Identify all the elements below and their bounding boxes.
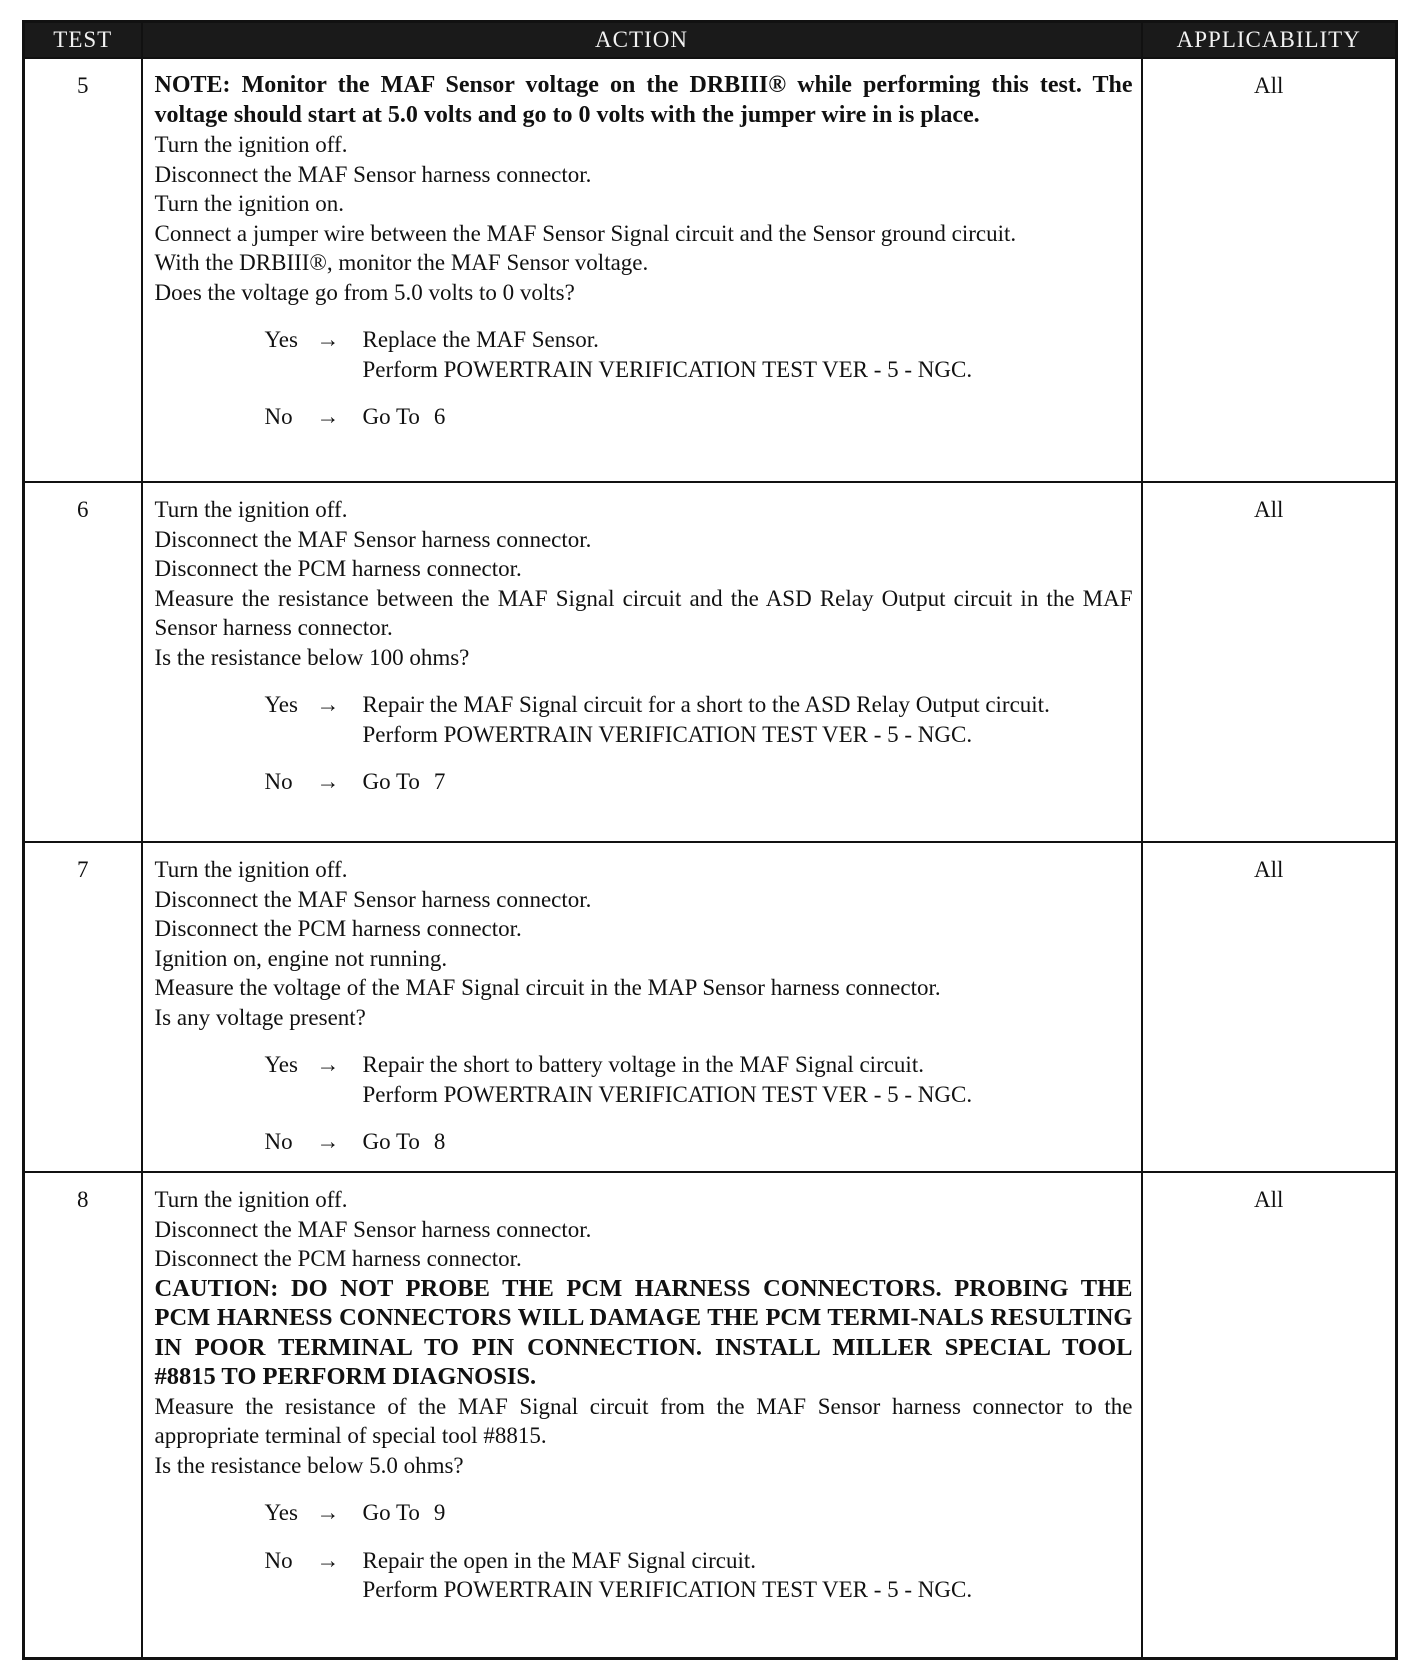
yes-result bbox=[363, 1050, 1133, 1109]
arrow-icon: → bbox=[316, 1500, 340, 1525]
yes-label: Yes bbox=[264, 327, 298, 352]
test-number: 8 bbox=[24, 1172, 142, 1659]
applicability-value: All bbox=[1142, 482, 1397, 842]
yes-outcome bbox=[265, 1050, 1133, 1109]
applicability-value: All bbox=[1142, 842, 1397, 1172]
result-line: Repair the short to battery voltage in the MAF Signal circuit. bbox=[362, 1052, 924, 1077]
yes-result bbox=[363, 1498, 1133, 1528]
no-label: No bbox=[264, 769, 293, 794]
no-result bbox=[363, 402, 1133, 432]
step-text: Turn the ignition off. bbox=[154, 497, 348, 522]
step-text: Turn the ignition off. bbox=[154, 1187, 348, 1212]
no-outcome bbox=[265, 402, 1133, 432]
step-text: Disconnect the MAF Sensor harness connector. bbox=[154, 886, 592, 912]
step-text: Disconnect the PCM harness connector. bbox=[154, 556, 522, 581]
arrow-icon: → bbox=[316, 1129, 340, 1154]
step-text: Turn the ignition off. bbox=[154, 132, 348, 157]
action-cell bbox=[142, 482, 1142, 842]
action-cell bbox=[142, 842, 1142, 1172]
step-text: Disconnect the PCM harness connector. bbox=[154, 1246, 522, 1271]
note-text: NOTE: Monitor the MAF Sensor voltage on the DRBIII® while performing this test. The voltage should start at 5.0 volts and go to 0 volts with the jumper wire in is place. bbox=[154, 72, 1133, 128]
test-number: 7 bbox=[24, 842, 142, 1172]
action-cell bbox=[142, 58, 1142, 482]
arrow-icon: → bbox=[316, 404, 340, 429]
yes-outcome bbox=[265, 690, 1133, 749]
step-text: Ignition on, engine not running. bbox=[154, 945, 448, 971]
goto-text: Go To bbox=[362, 1500, 420, 1525]
arrow-icon: → bbox=[316, 1547, 340, 1573]
question-text: Is the resistance below 100 ohms? bbox=[154, 644, 470, 670]
header-test: TEST bbox=[24, 22, 142, 59]
step-text: Connect a jumper wire between the MAF Sensor Signal circuit and the Sensor ground circuit. bbox=[154, 220, 1017, 246]
step-text: Disconnect the MAF Sensor harness connector. bbox=[154, 526, 592, 552]
yes-outcome bbox=[265, 1498, 1133, 1528]
yes-label: Yes bbox=[264, 1500, 298, 1525]
question-text: Is the resistance below 5.0 ohms? bbox=[154, 1452, 464, 1478]
no-label: No bbox=[264, 1129, 293, 1154]
applicability-value: All bbox=[1142, 1172, 1397, 1659]
result-line: Replace the MAF Sensor. bbox=[362, 327, 599, 352]
test-number: 5 bbox=[24, 58, 142, 482]
goto-number: 8 bbox=[433, 1129, 446, 1154]
yes-outcome bbox=[265, 325, 1133, 384]
header-action: ACTION bbox=[142, 22, 1142, 59]
yes-result bbox=[363, 690, 1133, 749]
no-label: No bbox=[264, 404, 293, 429]
step-text: Turn the ignition on. bbox=[154, 191, 345, 216]
step-text: Turn the ignition off. bbox=[154, 857, 348, 882]
test-row-5 bbox=[24, 58, 1397, 482]
test-number: 6 bbox=[24, 482, 142, 842]
diagnostic-test-table bbox=[22, 20, 1398, 1660]
goto-text: Go To bbox=[362, 769, 420, 794]
step-text: Disconnect the MAF Sensor harness connector. bbox=[154, 161, 592, 187]
goto-number: 7 bbox=[433, 769, 446, 794]
goto-text: Go To bbox=[362, 404, 420, 429]
step-text: Disconnect the MAF Sensor harness connector. bbox=[154, 1216, 592, 1242]
goto-text: Go To bbox=[362, 1129, 420, 1154]
action-cell bbox=[142, 1172, 1142, 1659]
step-text: Measure the resistance between the MAF Signal circuit and the ASD Relay Output circuit in the MAF Sensor harness connector. bbox=[154, 585, 1133, 640]
yes-label: Yes bbox=[264, 1052, 298, 1077]
no-result bbox=[363, 1127, 1133, 1157]
caution-text: CAUTION: DO NOT PROBE THE PCM HARNESS CONNECTORS. PROBING THE PCM HARNESS CONNECTORS WILL DAMAGE THE PCM TERMI-NALS RESULTING IN POOR TERMINAL TO PIN CONNECTION. INSTALL MILLER SPECIAL TOOL #8815 TO PERFORM DIAGNOSIS. bbox=[154, 1274, 1133, 1390]
result-line: Perform POWERTRAIN VERIFICATION TEST VER - 5 - NGC. bbox=[362, 356, 973, 382]
no-result bbox=[363, 1546, 1133, 1605]
no-outcome bbox=[265, 767, 1133, 797]
step-text: Disconnect the PCM harness connector. bbox=[154, 916, 522, 941]
result-line: Perform POWERTRAIN VERIFICATION TEST VER - 5 - NGC. bbox=[362, 1081, 973, 1107]
step-text: Measure the voltage of the MAF Signal circuit in the MAP Sensor harness connector. bbox=[154, 975, 941, 1000]
test-row-8 bbox=[24, 1172, 1397, 1659]
step-text: Measure the resistance of the MAF Signal circuit from the MAF Sensor harness connector to the appropriate terminal of special tool #8815. bbox=[154, 1393, 1133, 1448]
test-row-6 bbox=[24, 482, 1397, 842]
yes-result bbox=[363, 325, 1133, 384]
test-row-7 bbox=[24, 842, 1397, 1172]
no-outcome bbox=[265, 1546, 1133, 1605]
question-text: Is any voltage present? bbox=[154, 1004, 366, 1030]
no-label: No bbox=[264, 1547, 293, 1573]
arrow-icon: → bbox=[316, 692, 340, 717]
header-row bbox=[24, 22, 1397, 59]
no-result bbox=[363, 767, 1133, 797]
result-line: Perform POWERTRAIN VERIFICATION TEST VER - 5 - NGC. bbox=[362, 1577, 973, 1602]
yes-label: Yes bbox=[264, 692, 298, 717]
header-applicability: APPLICABILITY bbox=[1142, 22, 1397, 59]
arrow-icon: → bbox=[316, 769, 340, 794]
goto-number: 9 bbox=[433, 1500, 446, 1525]
arrow-icon: → bbox=[316, 1052, 340, 1077]
goto-number: 6 bbox=[433, 404, 446, 429]
result-line: Perform POWERTRAIN VERIFICATION TEST VER - 5 - NGC. bbox=[362, 721, 973, 747]
no-outcome bbox=[265, 1127, 1133, 1157]
applicability-value: All bbox=[1142, 58, 1397, 482]
result-line: Repair the open in the MAF Signal circuit. bbox=[362, 1547, 756, 1573]
arrow-icon: → bbox=[316, 327, 340, 352]
result-line: Repair the MAF Signal circuit for a short to the ASD Relay Output circuit. bbox=[362, 692, 1050, 717]
question-text: Does the voltage go from 5.0 volts to 0 volts? bbox=[154, 279, 575, 305]
step-text: With the DRBIII®, monitor the MAF Sensor voltage. bbox=[154, 250, 649, 275]
